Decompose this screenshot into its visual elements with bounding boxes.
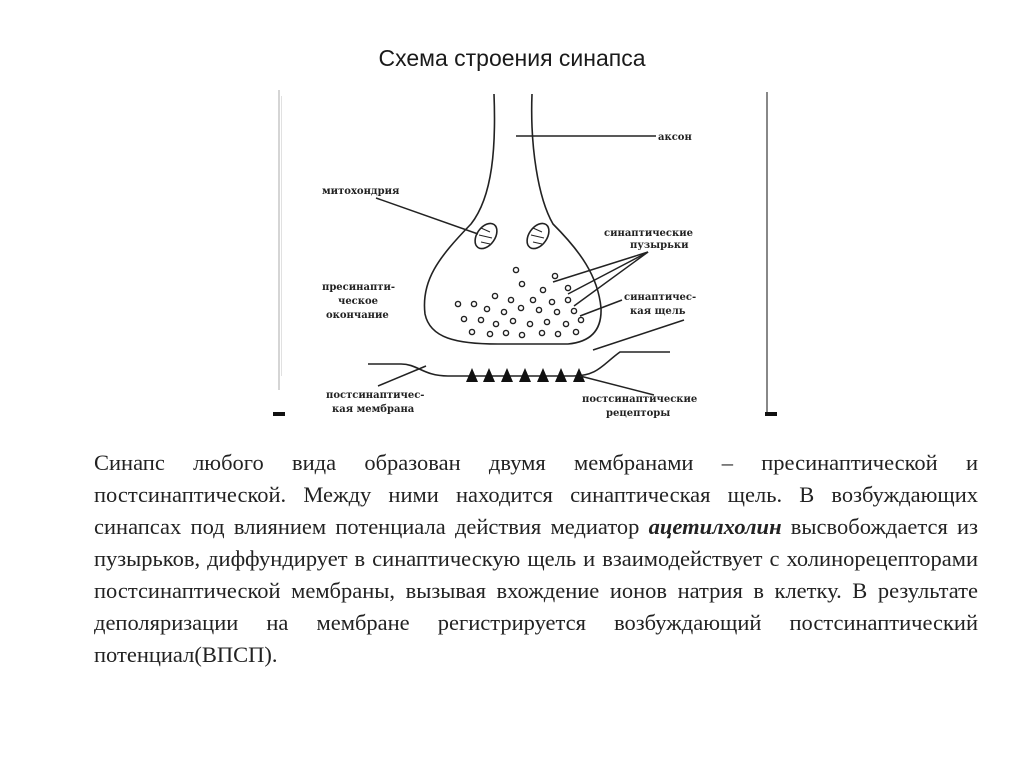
- mitochondrion-right: [523, 219, 554, 252]
- label-postmembrane-1: постсинаптичес-: [326, 390, 425, 401]
- label-mitochondria: митохондрия: [322, 186, 400, 197]
- bottom-mark-right: [765, 412, 777, 416]
- scan-edge-left: [278, 90, 282, 390]
- postsynaptic-receptors: [466, 368, 585, 382]
- label-receptors-2: рецепторы: [606, 408, 671, 419]
- body-text-part2: высвобождается из пузырьков, диффундирует в синаптическую щель и взаимодействует с холинорецепторами постсинаптической мембраны, вызывая вхождение ионов натрия в клетку. В результате деполяризации на мембране регистрируется возбуждающий постсинаптический потенциал(ВПСП).: [94, 514, 978, 667]
- synapse-diagram: [268, 86, 780, 422]
- postsynaptic-membrane: [368, 352, 670, 376]
- label-cleft-1: синаптичес-: [624, 292, 697, 303]
- label-postmembrane-2: кая мембрана: [332, 404, 415, 415]
- label-axon: аксон: [658, 132, 692, 143]
- acetylcholine-term: ацетилхолин: [648, 514, 782, 539]
- scan-edge-right: [766, 92, 768, 412]
- synapse-diagram-svg: [268, 86, 780, 422]
- slide-title: Схема строения синапса: [378, 45, 646, 71]
- body-text-part1: Синапс любого вида образован двумя мембранами – пресинаптической и постсинаптической. Между ними находится синаптическая щель. В возбуждающих синапсах под влиянием потенциала действия медиатор: [94, 450, 978, 539]
- label-cleft-2: кая щель: [630, 306, 686, 317]
- leader-lines: [376, 136, 684, 395]
- bottom-mark-left: [273, 412, 285, 416]
- label-presynaptic-2: ческое: [338, 296, 379, 307]
- label-presynaptic-3: окончание: [326, 310, 389, 321]
- label-receptors-1: постсинаптические: [582, 394, 698, 405]
- mitochondrion-left: [471, 219, 502, 252]
- label-vesicles-2: пузырьки: [630, 240, 689, 251]
- label-presynaptic-1: пресинапти-: [322, 282, 396, 293]
- label-vesicles-1: синаптические: [604, 228, 694, 239]
- body-paragraph: [94, 447, 978, 671]
